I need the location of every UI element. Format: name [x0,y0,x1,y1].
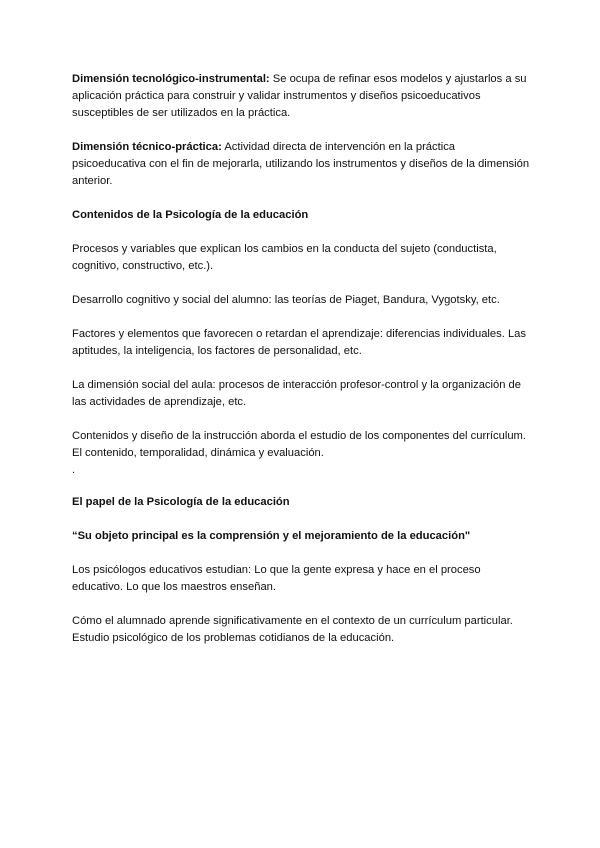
section-heading-contenidos: Contenidos de la Psicología de la educación [72,209,309,221]
dimension-tecnico-practica [72,139,530,190]
paragraph: Factores y elementos que favorecen o retardan el aprendizaje: diferencias individuales. Las aptitudes, la inteligencia, los factores de personalidad, etc. [72,328,526,357]
paragraph: La dimensión social del aula: procesos de interacción profesor-control y la organización de las actividades de aprendizaje, etc. [72,379,521,408]
dimension-tecnologico-instrumental [72,71,530,122]
paragraph: Los psicólogos educativos estudian: Lo que la gente expresa y hace en el proceso educativo. Lo que los maestros enseñan. [72,564,481,593]
dimension-term: Dimensión tecnológico-instrumental: [72,73,270,85]
paragraph: Contenidos y diseño de la instrucción aborda el estudio de los componentes del currículum. El contenido, temporalidad, dinámica y evaluación. [72,430,526,459]
paragraph: Desarrollo cognitivo y social del alumno: las teorías de Piaget, Bandura, Vygotsky, etc. [72,294,500,306]
dimension-description: Se ocupa de refinar esos modelos y ajustarlos a su aplicación práctica para construir y validar instrumentos y diseños psicoeducativos susceptibles de ser utilizados en la práctica. [72,73,527,119]
paragraph: Cómo el alumnado aprende significativamente en el contexto de un currículum particular. Estudio psicológico de los problemas cotidianos de la educación. [72,615,513,644]
quote-heading: “Su objeto principal es la comprensión y el mejoramiento de la educación" [72,530,471,542]
section-heading-papel: El papel de la Psicología de la educación [72,496,290,508]
paragraph: Procesos y variables que explican los cambios en la conducta del sujeto (conductista, cognitivo, constructivo, etc.). [72,243,497,272]
dimension-term: Dimensión técnico-práctica: [72,141,222,153]
trailing-dot: . [72,464,76,476]
dimension-description: Actividad directa de intervención en la práctica psicoeducativa con el fin de mejorarla, utilizando los instrumentos y diseños de la dimensión anterior. [72,141,530,187]
